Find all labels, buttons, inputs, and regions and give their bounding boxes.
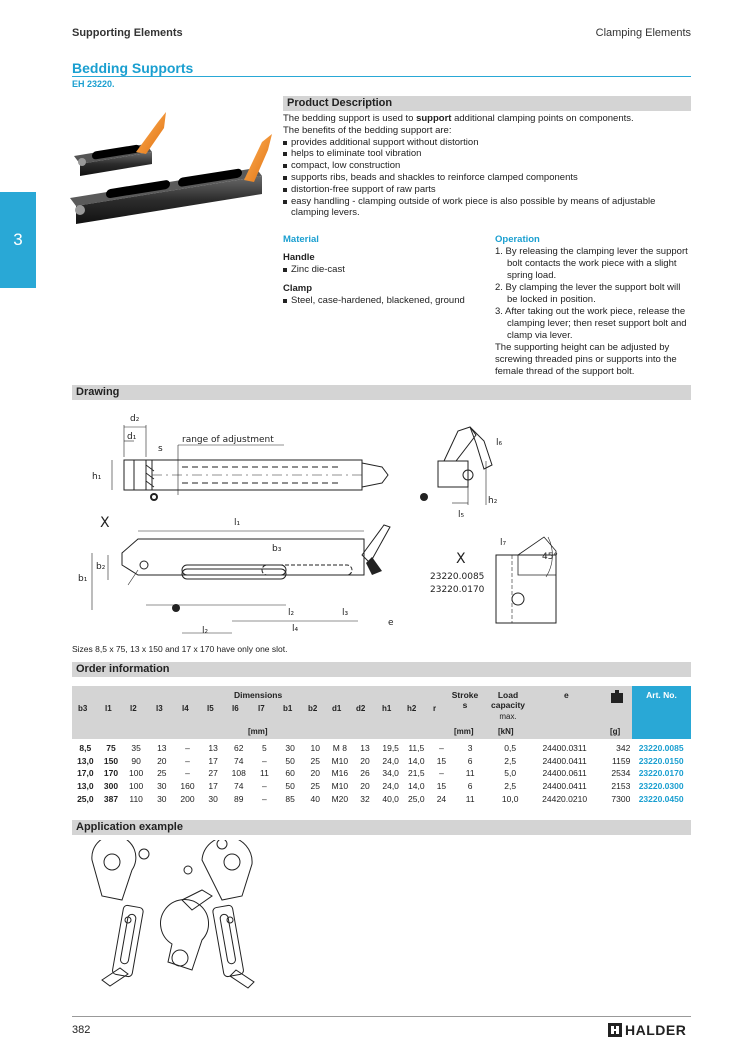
table-cell: 25,0 xyxy=(408,793,425,804)
table-cell: 30 xyxy=(208,793,218,804)
order-table xyxy=(72,742,691,805)
unit-stroke: [mm] xyxy=(454,727,474,736)
table-cell: – xyxy=(185,755,190,766)
table-cell: 14,0 xyxy=(408,781,425,792)
table-cell: 13 xyxy=(208,743,218,754)
col-l6: l6 xyxy=(232,704,239,713)
label-d2: d₂ xyxy=(130,414,140,424)
detail-marker: X xyxy=(100,515,110,531)
table-cell: 13,0 xyxy=(77,755,94,766)
col-h2: h2 xyxy=(407,704,417,713)
label-b2: b₂ xyxy=(96,562,106,572)
label-h1: h₁ xyxy=(92,472,102,482)
table-cell: 62 xyxy=(234,743,244,754)
description-benefits-intro: The benefits of the bedding support are: xyxy=(283,124,452,136)
section-name: Supporting Elements xyxy=(72,27,183,39)
artno-link[interactable]: 23220.0150 xyxy=(638,755,684,766)
material-block xyxy=(283,234,483,307)
table-cell: 21,5 xyxy=(408,768,425,779)
col-r: r xyxy=(433,704,437,713)
table-cell: 24400.0411 xyxy=(542,781,587,792)
table-cell: 0,5 xyxy=(504,743,517,754)
stroke-header: Stroke s xyxy=(451,690,479,710)
col-l5: l5 xyxy=(207,704,214,713)
artno-link[interactable]: 23220.0450 xyxy=(638,793,684,804)
table-cell: 14,0 xyxy=(408,755,425,766)
label-d1: d₁ xyxy=(127,432,137,442)
section-bar-application: Application example xyxy=(72,820,691,835)
table-cell: 27 xyxy=(208,768,218,779)
brand-name: HALDER xyxy=(625,1022,687,1038)
table-cell: 25 xyxy=(310,755,320,766)
benefit-item: distortion-free support of raw parts xyxy=(283,184,693,196)
table-cell: 30 xyxy=(285,743,295,754)
label-l4: l₄ xyxy=(292,624,299,634)
unit-mm: [mm] xyxy=(248,727,268,736)
table-cell: – xyxy=(439,768,444,779)
detail-code: 23220.0085 xyxy=(430,572,485,582)
table-row xyxy=(72,792,691,805)
dimensions-header: Dimensions xyxy=(234,690,283,700)
table-cell: – xyxy=(439,743,444,754)
table-row xyxy=(72,742,691,755)
label-s: s xyxy=(158,444,163,454)
table-cell: M10 xyxy=(331,755,349,766)
table-cell: 150 xyxy=(103,755,119,766)
description-intro: The bedding support is used to support additional clamping points on components. xyxy=(283,113,634,124)
table-row xyxy=(72,780,691,793)
table-cell: 30 xyxy=(157,781,167,792)
benefit-item: supports ribs, beads and shackles to reinforce clamped components xyxy=(283,172,693,184)
application-drawing xyxy=(72,840,312,992)
table-cell: 50 xyxy=(285,755,295,766)
table-cell: M20 xyxy=(331,793,349,804)
table-cell: 24,0 xyxy=(382,781,399,792)
table-cell: 100 xyxy=(129,781,144,792)
table-cell: 40,0 xyxy=(382,793,399,804)
chapter-tab[interactable]: 3 xyxy=(0,192,36,288)
table-cell: 11,5 xyxy=(408,743,425,754)
table-cell: 24400.0311 xyxy=(542,743,587,754)
table-cell: 3 xyxy=(467,743,473,754)
page-number: 382 xyxy=(72,1024,91,1036)
unit-load: [kN] xyxy=(498,727,514,736)
table-cell: 24400.0411 xyxy=(542,755,587,766)
table-cell: 2,5 xyxy=(504,781,517,792)
table-cell: 10,0 xyxy=(501,793,519,804)
table-cell: 1159 xyxy=(612,755,631,766)
benefit-item: helps to eliminate tool vibration xyxy=(283,148,693,160)
table-cell: 2534 xyxy=(611,768,631,779)
table-cell: 24420.0210 xyxy=(542,793,588,804)
artno-link[interactable]: 23220.0170 xyxy=(638,768,684,779)
table-cell: 6 xyxy=(467,781,473,792)
table-cell: 74 xyxy=(234,755,244,766)
label-h2: h₂ xyxy=(488,496,498,506)
table-cell: 8,5 xyxy=(79,743,92,754)
table-cell: 7300 xyxy=(611,793,631,804)
angle-label: 45° xyxy=(542,552,558,562)
table-cell: 100 xyxy=(129,768,144,779)
table-cell: 13 xyxy=(157,743,167,754)
label-l7: l₇ xyxy=(500,538,507,548)
table-row xyxy=(72,755,691,768)
table-cell: 24,0 xyxy=(382,755,399,766)
label-l2: l₂ xyxy=(288,608,295,618)
table-cell: 11 xyxy=(465,793,475,804)
table-cell: 20 xyxy=(360,781,370,792)
label-l2b: l₂ xyxy=(202,626,209,636)
table-cell: 342 xyxy=(616,743,631,754)
label-l3: l₃ xyxy=(342,608,349,618)
artno-link[interactable]: 23220.0300 xyxy=(638,781,684,792)
table-cell: 34,0 xyxy=(382,768,399,779)
table-cell: 90 xyxy=(131,755,141,766)
product-title: Bedding Supports xyxy=(72,60,194,76)
table-cell: 108 xyxy=(231,768,246,779)
col-b2: b2 xyxy=(308,704,318,713)
operation-step: 1. By releasing the clamping lever the support bolt contacts the work piece with a slight spring load. xyxy=(495,246,688,281)
table-cell: 75 xyxy=(106,743,116,754)
brand-logo xyxy=(608,1022,686,1038)
table-cell: 13 xyxy=(360,743,370,754)
table-cell: 5,0 xyxy=(504,768,517,779)
label-l1: l₁ xyxy=(234,518,241,528)
clamp-material: Steel, case-hardened, blackened, ground xyxy=(283,295,483,307)
table-cell: 50 xyxy=(285,781,295,792)
section-bar-order: Order information xyxy=(72,662,691,677)
table-cell: – xyxy=(262,781,267,792)
label-e: e xyxy=(388,618,394,628)
table-cell: 15 xyxy=(436,755,447,766)
table-cell: 32 xyxy=(360,793,370,804)
load-header: Load capacity xyxy=(490,690,526,710)
table-cell: 160 xyxy=(180,781,195,792)
table-cell: 24400.0611 xyxy=(542,768,587,779)
table-cell: 2153 xyxy=(611,781,631,792)
operation-step: 3. After taking out the work piece, release the clamping lever; then reset support bolt and clamp via lever. xyxy=(495,306,687,341)
col-d2: d2 xyxy=(356,704,366,713)
table-row xyxy=(72,767,691,780)
benefit-item: easy handling - clamping outside of work piece is also possible by means of adjustable clamping levers. xyxy=(283,196,693,220)
section-bar-drawing: Drawing xyxy=(72,385,691,400)
table-cell: 19,5 xyxy=(382,743,399,754)
detail-code: 23220.0170 xyxy=(430,585,485,595)
table-cell: – xyxy=(262,755,267,766)
weight-icon xyxy=(610,689,624,703)
operation-heading: Operation xyxy=(495,234,540,245)
operation-note: The supporting height can be adjusted by screwing threaded pins or supports into the female thread of the support bolt. xyxy=(495,342,677,377)
table-cell: 89 xyxy=(234,793,244,804)
table-cell: 60 xyxy=(285,768,295,779)
product-photo xyxy=(66,98,276,238)
table-cell: 40 xyxy=(310,793,320,804)
col-l7: l7 xyxy=(258,704,265,713)
label-l5: l₅ xyxy=(458,510,465,520)
col-d1: d1 xyxy=(332,704,342,713)
artno-header: Art. No. xyxy=(646,690,677,700)
drawing-note: Sizes 8,5 x 75, 13 x 150 and 17 x 170 have only one slot. xyxy=(72,644,288,654)
detail-heading: X xyxy=(456,551,466,567)
table-cell: 20 xyxy=(310,768,320,779)
table-cell: – xyxy=(185,743,190,754)
range-label: range of adjustment xyxy=(182,435,274,445)
table-cell: 30 xyxy=(157,793,167,804)
table-cell: M16 xyxy=(331,768,349,779)
unit-weight: [g] xyxy=(610,727,621,736)
table-cell: 25 xyxy=(157,768,167,779)
col-h1: h1 xyxy=(382,704,392,713)
table-cell: M 8 xyxy=(332,743,347,754)
table-cell: M10 xyxy=(331,781,349,792)
table-cell: 15 xyxy=(436,781,447,792)
label-b1: b₁ xyxy=(78,574,88,584)
table-cell: 17 xyxy=(208,781,218,792)
label-b3: b₃ xyxy=(272,544,282,554)
section-bar-description: Product Description xyxy=(283,96,691,111)
table-cell: – xyxy=(185,768,190,779)
table-cell: 5 xyxy=(262,743,267,754)
table-cell: 11 xyxy=(465,768,475,779)
table-cell: 10 xyxy=(310,743,320,754)
clamp-heading: Clamp xyxy=(283,283,313,294)
table-cell: 170 xyxy=(103,768,119,779)
col-l3: l3 xyxy=(156,704,163,713)
load-subheader: max. xyxy=(499,712,517,721)
table-cell: 200 xyxy=(180,793,195,804)
artno-link[interactable]: 23220.0085 xyxy=(638,743,684,754)
technical-drawing xyxy=(72,405,692,641)
table-cell: 6 xyxy=(467,755,473,766)
benefits-list xyxy=(283,137,693,220)
benefit-item: provides additional support without distortion xyxy=(283,137,693,149)
operation-step: 2. By clamping the lever the support bolt will be locked in position. xyxy=(495,282,681,305)
table-cell: 26 xyxy=(360,768,370,779)
halder-logo-icon xyxy=(608,1023,622,1037)
table-cell: 2,5 xyxy=(504,755,517,766)
material-heading: Material xyxy=(283,234,319,245)
table-cell: 25 xyxy=(310,781,320,792)
table-cell: 110 xyxy=(129,793,143,804)
e-header: e xyxy=(564,690,569,700)
col-l4: l4 xyxy=(182,704,189,713)
product-description xyxy=(283,113,693,219)
table-cell: 74 xyxy=(234,781,244,792)
title-divider xyxy=(72,76,691,77)
operation-block xyxy=(495,234,693,378)
table-cell: 17 xyxy=(208,755,218,766)
col-b1: b1 xyxy=(283,704,293,713)
handle-material: Zinc die-cast xyxy=(283,264,483,276)
col-l1: l1 xyxy=(105,704,112,713)
col-b3: b3 xyxy=(78,704,88,713)
table-cell: 11 xyxy=(260,768,269,779)
table-cell: 17,0 xyxy=(77,768,94,779)
handle-heading: Handle xyxy=(283,252,315,263)
table-cell: 13,0 xyxy=(77,781,94,792)
table-cell: 24 xyxy=(436,793,447,804)
table-cell: 20 xyxy=(360,755,370,766)
table-cell: 35 xyxy=(131,743,141,754)
table-cell: 20 xyxy=(157,755,167,766)
table-cell: 387 xyxy=(103,793,119,804)
table-cell: 25,0 xyxy=(77,793,94,804)
category-name: Clamping Elements xyxy=(595,27,691,39)
product-code: EH 23220. xyxy=(72,79,115,89)
benefit-item: compact, low construction xyxy=(283,160,693,172)
table-cell: 300 xyxy=(103,781,119,792)
col-l2: l2 xyxy=(130,704,137,713)
table-cell: 85 xyxy=(285,793,295,804)
label-l6: l₆ xyxy=(496,438,503,448)
table-cell: – xyxy=(262,793,267,804)
footer-rule xyxy=(72,1016,691,1017)
